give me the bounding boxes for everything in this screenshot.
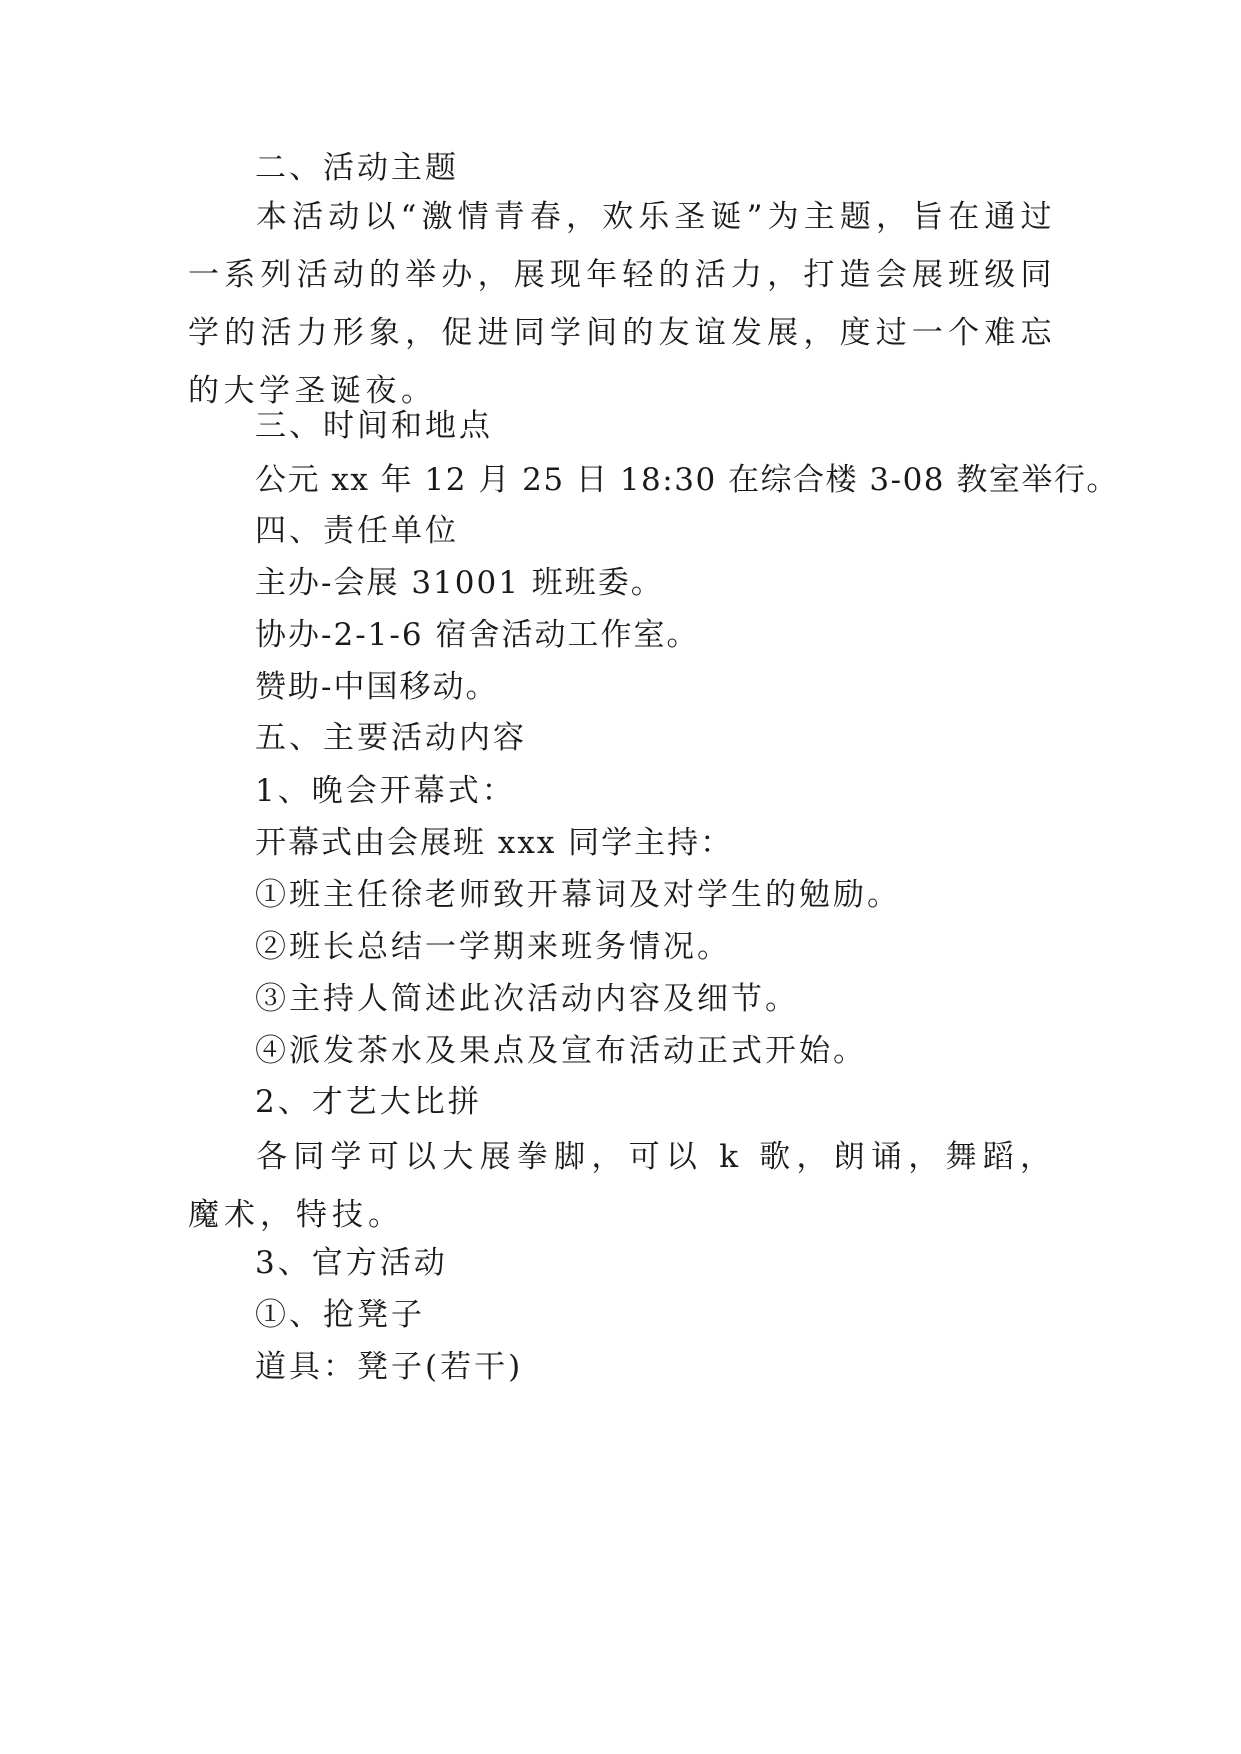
item-1-title: 1、晚会开幕式： <box>255 773 516 809</box>
item-1-step-2: ②班长总结一学期来班务情况。 <box>255 929 731 965</box>
section-heading-activities: 五、主要活动内容 <box>255 720 527 756</box>
section-heading-responsible: 四、责任单位 <box>255 513 459 549</box>
game-1-title: ①、抢凳子 <box>255 1297 425 1333</box>
item-3-title: 3、官方活动 <box>255 1245 448 1281</box>
theme-paragraph: 本活动以“激情青春，欢乐圣诞”为主题，旨在通过一系列活动的举办，展现年轻的活力，打造会展班级同学的活力形象，促进同学间的友谊发展，度过一个难忘的大学圣诞夜。 <box>188 199 1056 409</box>
item-1-step-1: ①班主任徐老师致开幕词及对学生的勉励。 <box>255 877 901 913</box>
time-place-text: 公元 xx 年 12 月 25 日 18:30 在综合楼 3-08 教室举行。 <box>255 462 1119 498</box>
co-organizer-text: 协办-2-1-6 宿舍活动工作室。 <box>255 617 700 653</box>
section-heading-theme: 二、活动主题 <box>255 150 459 186</box>
section-heading-time-place: 三、时间和地点 <box>255 408 493 444</box>
item-1-step-4: ④派发茶水及果点及宣布活动正式开始。 <box>255 1033 867 1069</box>
item-1-intro: 开幕式由会展班 xxx 同学主持： <box>255 825 734 861</box>
game-1-props: 道具：凳子(若干) <box>255 1349 524 1385</box>
organizer-text: 主办-会展 31001 班班委。 <box>255 565 664 601</box>
item-1-step-3: ③主持人简述此次活动内容及细节。 <box>255 981 799 1017</box>
sponsor-text: 赞助-中国移动。 <box>255 669 499 705</box>
talent-paragraph: 各同学可以大展拳脚，可以 k 歌，朗诵，舞蹈，魔术，特技。 <box>188 1139 1056 1233</box>
item-2-title: 2、才艺大比拼 <box>255 1084 482 1120</box>
